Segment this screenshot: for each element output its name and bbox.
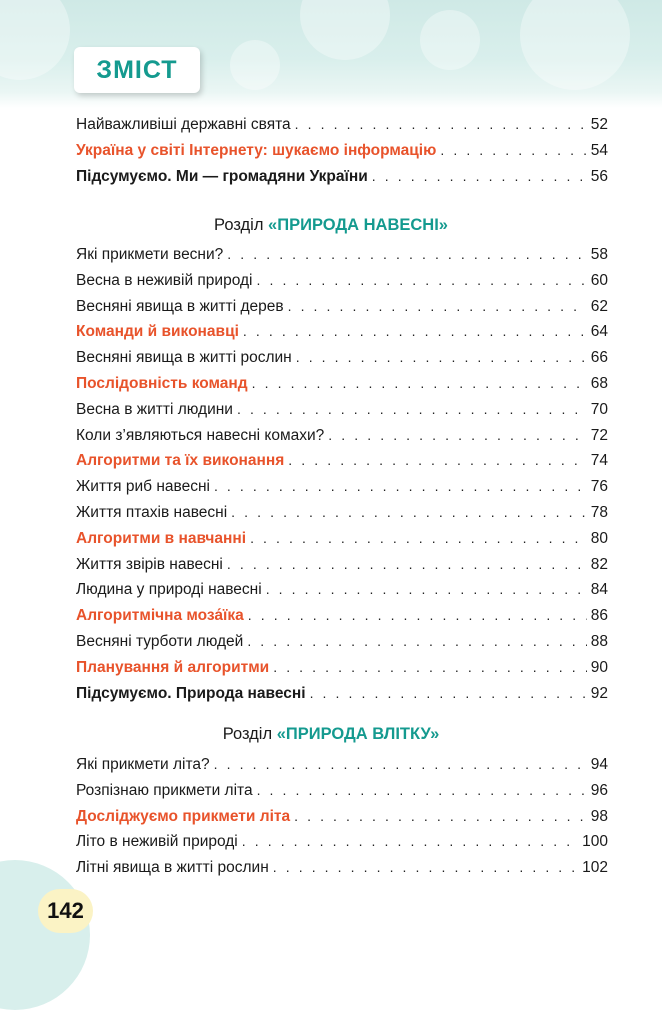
toc-entry-title: Підсумуємо. Ми — громадяни України: [76, 167, 368, 185]
dot-leader: [257, 782, 587, 798]
toc-entry-page: 74: [590, 452, 608, 470]
toc-entry[interactable]: [76, 427, 608, 453]
decor-bubble: [230, 40, 280, 90]
toc-entry-page: 92: [590, 684, 608, 702]
toc-entry-title: Життя звірів навесні: [76, 555, 223, 573]
toc-entry-title: Які прикмети літа?: [76, 756, 210, 773]
dot-leader: [273, 659, 587, 675]
toc-entry[interactable]: [76, 859, 608, 885]
toc-entry-title: Коли з’являються навесні комахи?: [76, 426, 325, 444]
dot-leader: [440, 142, 586, 158]
dot-leader: [247, 633, 586, 649]
toc-entry[interactable]: [76, 607, 608, 633]
toc-entry-page: 90: [590, 658, 608, 676]
toc-entry-page: 84: [590, 581, 608, 599]
toc-entry[interactable]: [76, 142, 608, 168]
dot-leader: [296, 349, 587, 365]
dot-leader: [231, 504, 587, 520]
dot-leader: [256, 272, 586, 288]
toc-entry-title: Розпізнаю прикмети літа: [76, 781, 253, 799]
toc-entry-page: 98: [590, 807, 608, 825]
toc-entry-page: 60: [590, 271, 608, 289]
toc-entry-title: Планування й алгоритми: [76, 658, 270, 676]
toc-entry-title: Весна в неживій природі: [76, 271, 253, 289]
toc-entry-page: 96: [590, 781, 608, 799]
toc-entry-title: Весняні явища в житті рослин: [76, 349, 292, 367]
toc-entry[interactable]: [76, 782, 608, 808]
toc-entry[interactable]: [76, 556, 608, 582]
section-prefix: Розділ: [214, 216, 264, 234]
toc-entry-page: 58: [590, 246, 608, 263]
dot-leader: [288, 452, 586, 468]
toc-entry[interactable]: [76, 272, 608, 298]
toc-entry[interactable]: [76, 298, 608, 324]
toc-entry[interactable]: [76, 401, 608, 427]
dot-leader: [242, 833, 578, 849]
dot-leader: [214, 756, 587, 772]
decor-bubble: [300, 0, 390, 60]
toc-entry-page: 62: [590, 297, 608, 315]
dot-leader: [328, 427, 586, 443]
toc-entry-title: Досліджуємо прикмети літа: [76, 807, 291, 825]
dot-leader: [273, 859, 578, 875]
toc-entry-title: Літні явища в житті рослин: [76, 859, 269, 877]
toc-list-top: [76, 116, 608, 193]
toc-entry-title: Найважливіші державні свята: [76, 116, 291, 133]
dot-leader: [227, 556, 587, 572]
dot-leader: [252, 375, 587, 391]
toc-entry-page: 64: [590, 323, 608, 341]
toc-entry-page: 80: [590, 529, 608, 547]
toc-entry-title: Життя риб навесні: [76, 478, 210, 496]
toc-entry[interactable]: [76, 659, 608, 685]
section-name: «ПРИРОДА ВЛІТКУ»: [276, 725, 440, 743]
toc-entry-page: 56: [590, 167, 608, 185]
toc-entry-title: Алгоритми в навчанні: [76, 529, 247, 547]
toc-entry-page: 68: [590, 374, 608, 392]
toc-entry-title: Алгоритми та їх виконання: [76, 452, 285, 470]
page-number-badge: 142: [38, 889, 93, 933]
toc-entry-page: 100: [582, 833, 608, 851]
toc-entry[interactable]: [76, 349, 608, 375]
decor-bubble: [520, 0, 630, 90]
toc-entry-page: 72: [590, 426, 608, 444]
toc-entry-page: 102: [582, 859, 608, 877]
toc-entry-page: 76: [590, 478, 608, 496]
section-name: «ПРИРОДА НАВЕСНІ»: [268, 216, 448, 234]
dot-leader: [237, 401, 587, 417]
toc-entry-page: 66: [590, 349, 608, 367]
section-heading-spring: [0, 216, 662, 235]
section-prefix: Розділ: [222, 725, 273, 743]
toc-entry[interactable]: [76, 246, 608, 272]
toc-entry-page: 82: [590, 555, 608, 573]
toc-entry[interactable]: [76, 375, 608, 401]
dot-leader: [214, 478, 587, 494]
toc-entry-page: 86: [590, 607, 608, 625]
toc-entry[interactable]: [76, 504, 608, 530]
toc-entry-page: 52: [590, 116, 608, 133]
toc-entry-title: Підсумуємо. Природа навесні: [76, 684, 306, 702]
dot-leader: [248, 607, 587, 623]
dot-leader: [266, 581, 587, 597]
toc-list-summer: [76, 756, 608, 885]
dot-leader: [294, 808, 587, 824]
toc-entry[interactable]: [76, 478, 608, 504]
toc-list-spring: [76, 246, 608, 710]
toc-entry-page: 78: [590, 503, 608, 521]
toc-entry[interactable]: [76, 808, 608, 834]
decor-bubble: [420, 10, 480, 70]
toc-entry[interactable]: [76, 323, 608, 349]
page-title: ЗМІСТ: [74, 47, 200, 93]
toc-entry-title: Які прикмети весни?: [76, 246, 224, 263]
toc-entry[interactable]: [76, 685, 608, 711]
toc-entry-title: Літо в неживій природі: [76, 833, 238, 851]
toc-entry-title: Людина у природі навесні: [76, 581, 262, 599]
toc-entry[interactable]: [76, 581, 608, 607]
toc-entry[interactable]: [76, 633, 608, 659]
dot-leader: [372, 168, 587, 184]
toc-entry[interactable]: [76, 168, 608, 194]
toc-entry[interactable]: [76, 833, 608, 859]
toc-entry-title: Життя птахів навесні: [76, 503, 228, 521]
toc-entry[interactable]: [76, 116, 608, 142]
toc-entry-title: Весна в житті людини: [76, 400, 233, 418]
toc-entry[interactable]: [76, 756, 608, 782]
toc-entry-title: Україна у світі Інтернету: шукаємо інформацію: [76, 141, 437, 159]
toc-entry[interactable]: [76, 530, 608, 556]
dot-leader: [243, 323, 587, 339]
toc-entry-title: Алгоритмічна моза́їка: [76, 607, 244, 625]
dot-leader: [227, 246, 586, 262]
decor-bubble: [0, 0, 70, 80]
toc-entry[interactable]: [76, 452, 608, 478]
dot-leader: [295, 116, 587, 132]
toc-entry-title: Послідовність команд: [76, 374, 248, 392]
toc-entry-page: 94: [590, 756, 608, 773]
section-heading-summer: [0, 725, 662, 744]
dot-leader: [250, 530, 587, 546]
dot-leader: [288, 298, 587, 314]
toc-entry-page: 88: [590, 632, 608, 650]
toc-entry-title: Весняні явища в житті дерев: [76, 297, 284, 315]
toc-entry-page: 54: [590, 141, 608, 159]
toc-entry-title: Весняні турботи людей: [76, 632, 244, 650]
toc-entry-page: 70: [590, 400, 608, 418]
toc-entry-title: Команди й виконавці: [76, 323, 239, 341]
dot-leader: [310, 685, 587, 701]
